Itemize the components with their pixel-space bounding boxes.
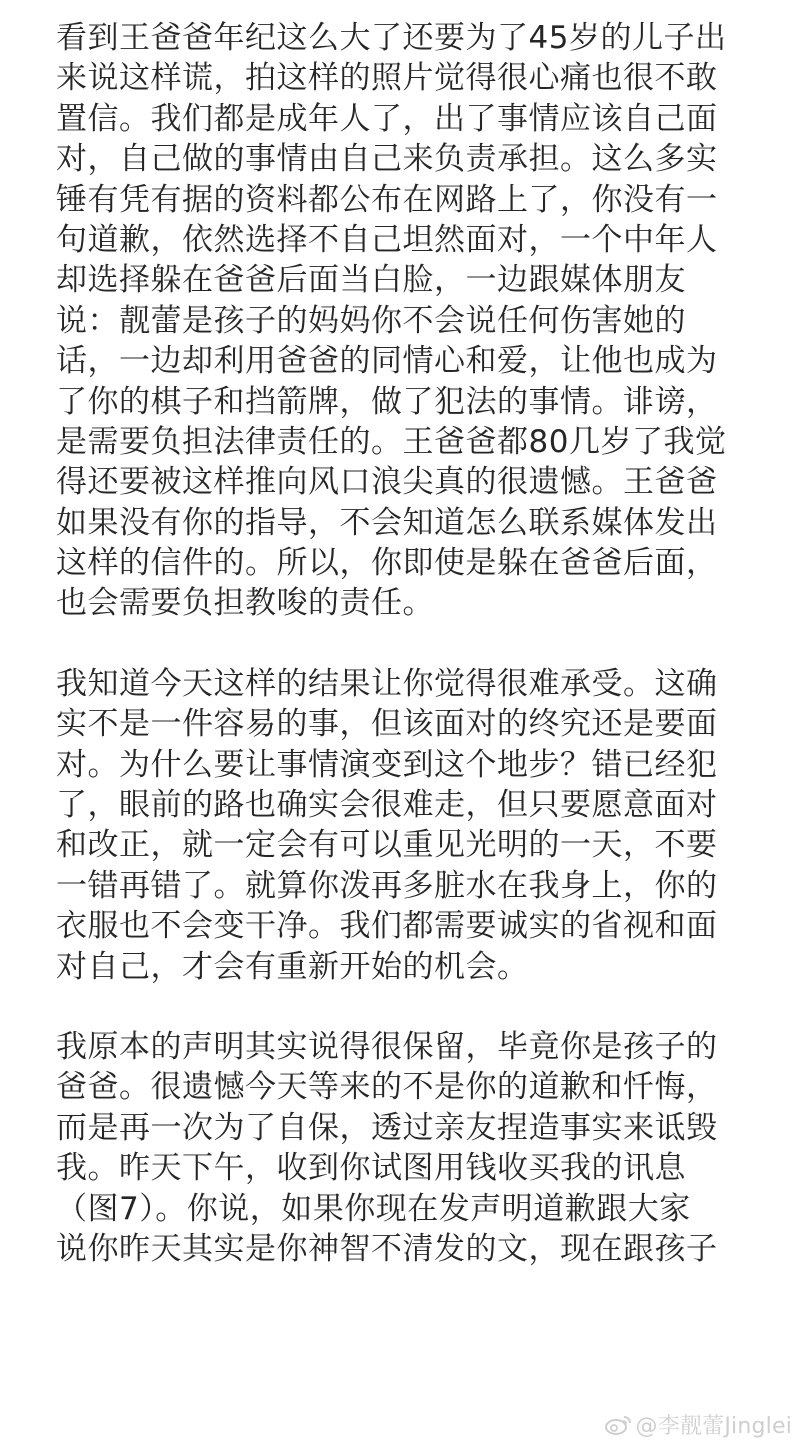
text-line: 和改正，就一定会有可以重见光明的一天，不要 [56, 827, 718, 864]
text-line: 了你的棋子和挡箭牌，做了犯法的事情。诽谤， [56, 383, 718, 420]
statement-article [56, 18, 756, 1309]
paragraph-1 [56, 18, 756, 624]
text-line: 实不是一件容易的事，但该面对的终究还是要面 [56, 706, 718, 743]
text-line: 句道歉，依然选择不自己坦然面对，一个中年人 [56, 221, 718, 258]
text-line: 说你昨天其实是你神智不清发的文，现在跟孩子 [56, 1230, 718, 1267]
text-line: 也会需要负担教唆的责任。 [56, 585, 434, 622]
text-line: 爸爸。很遗憾今天等来的不是你的道歉和忏悔， [56, 1069, 718, 1106]
text-line: 我知道今天这样的结果让你觉得很难承受。这确 [56, 665, 718, 702]
weibo-watermark [604, 1409, 792, 1440]
paragraph-3 [56, 1027, 756, 1269]
text-line: 说：靓蕾是孩子的妈妈你不会说任何伤害她的 [56, 302, 686, 339]
text-line: 而是再一次为了自保，透过亲友捏造事实来诋毁 [56, 1109, 718, 1146]
text-line: 我。昨天下午，收到你试图用钱收买我的讯息 [56, 1150, 686, 1187]
text-line: 却选择躲在爸爸后面当白脸，一边跟媒体朋友 [56, 262, 686, 299]
text-line: 置信。我们都是成年人了，出了事情应该自己面 [56, 100, 718, 137]
text-line: 衣服也不会变干净。我们都需要诚实的省视和面 [56, 908, 718, 945]
text-line: 锤有凭有据的资料都公布在网路上了，你没有一 [56, 181, 718, 218]
text-line: 对自己，才会有重新开始的机会。 [56, 948, 529, 985]
weibo-icon [604, 1414, 632, 1436]
text-line: 如果没有你的指导，不会知道怎么联系媒体发出 [56, 504, 718, 541]
text-line: 我原本的声明其实说得很保留，毕竟你是孩子的 [56, 1028, 718, 1065]
text-line: 来说这样谎，拍这样的照片觉得很心痛也很不敢 [56, 60, 718, 97]
text-line: 话，一边却利用爸爸的同情心和爱，让他也成为 [56, 343, 718, 380]
paragraph-2 [56, 664, 756, 987]
text-line: 这样的信件的。所以，你即使是躲在爸爸后面， [56, 545, 718, 582]
text-line: 看到王爸爸年纪这么大了还要为了45岁的儿子出 [56, 20, 727, 56]
text-line: （图7）。你说，如果你现在发声明道歉跟大家 [56, 1190, 691, 1227]
text-line: 一错再错了。就算你泼再多脏水在我身上，你的 [56, 867, 718, 904]
text-line: 对。为什么要让事情演变到这个地步？错已经犯 [56, 746, 718, 783]
watermark-text: @李靓蕾Jinglei [635, 1414, 792, 1439]
text-line: 得还要被这样推向风口浪尖真的很遗憾。王爸爸 [56, 464, 718, 501]
text-line: 对，自己做的事情由自己来负责承担。这么多实 [56, 141, 718, 178]
text-line: 了，眼前的路也确实会很难走，但只要愿意面对 [56, 787, 718, 824]
text-line: 是需要负担法律责任的。王爸爸都80几岁了我觉 [56, 423, 727, 460]
